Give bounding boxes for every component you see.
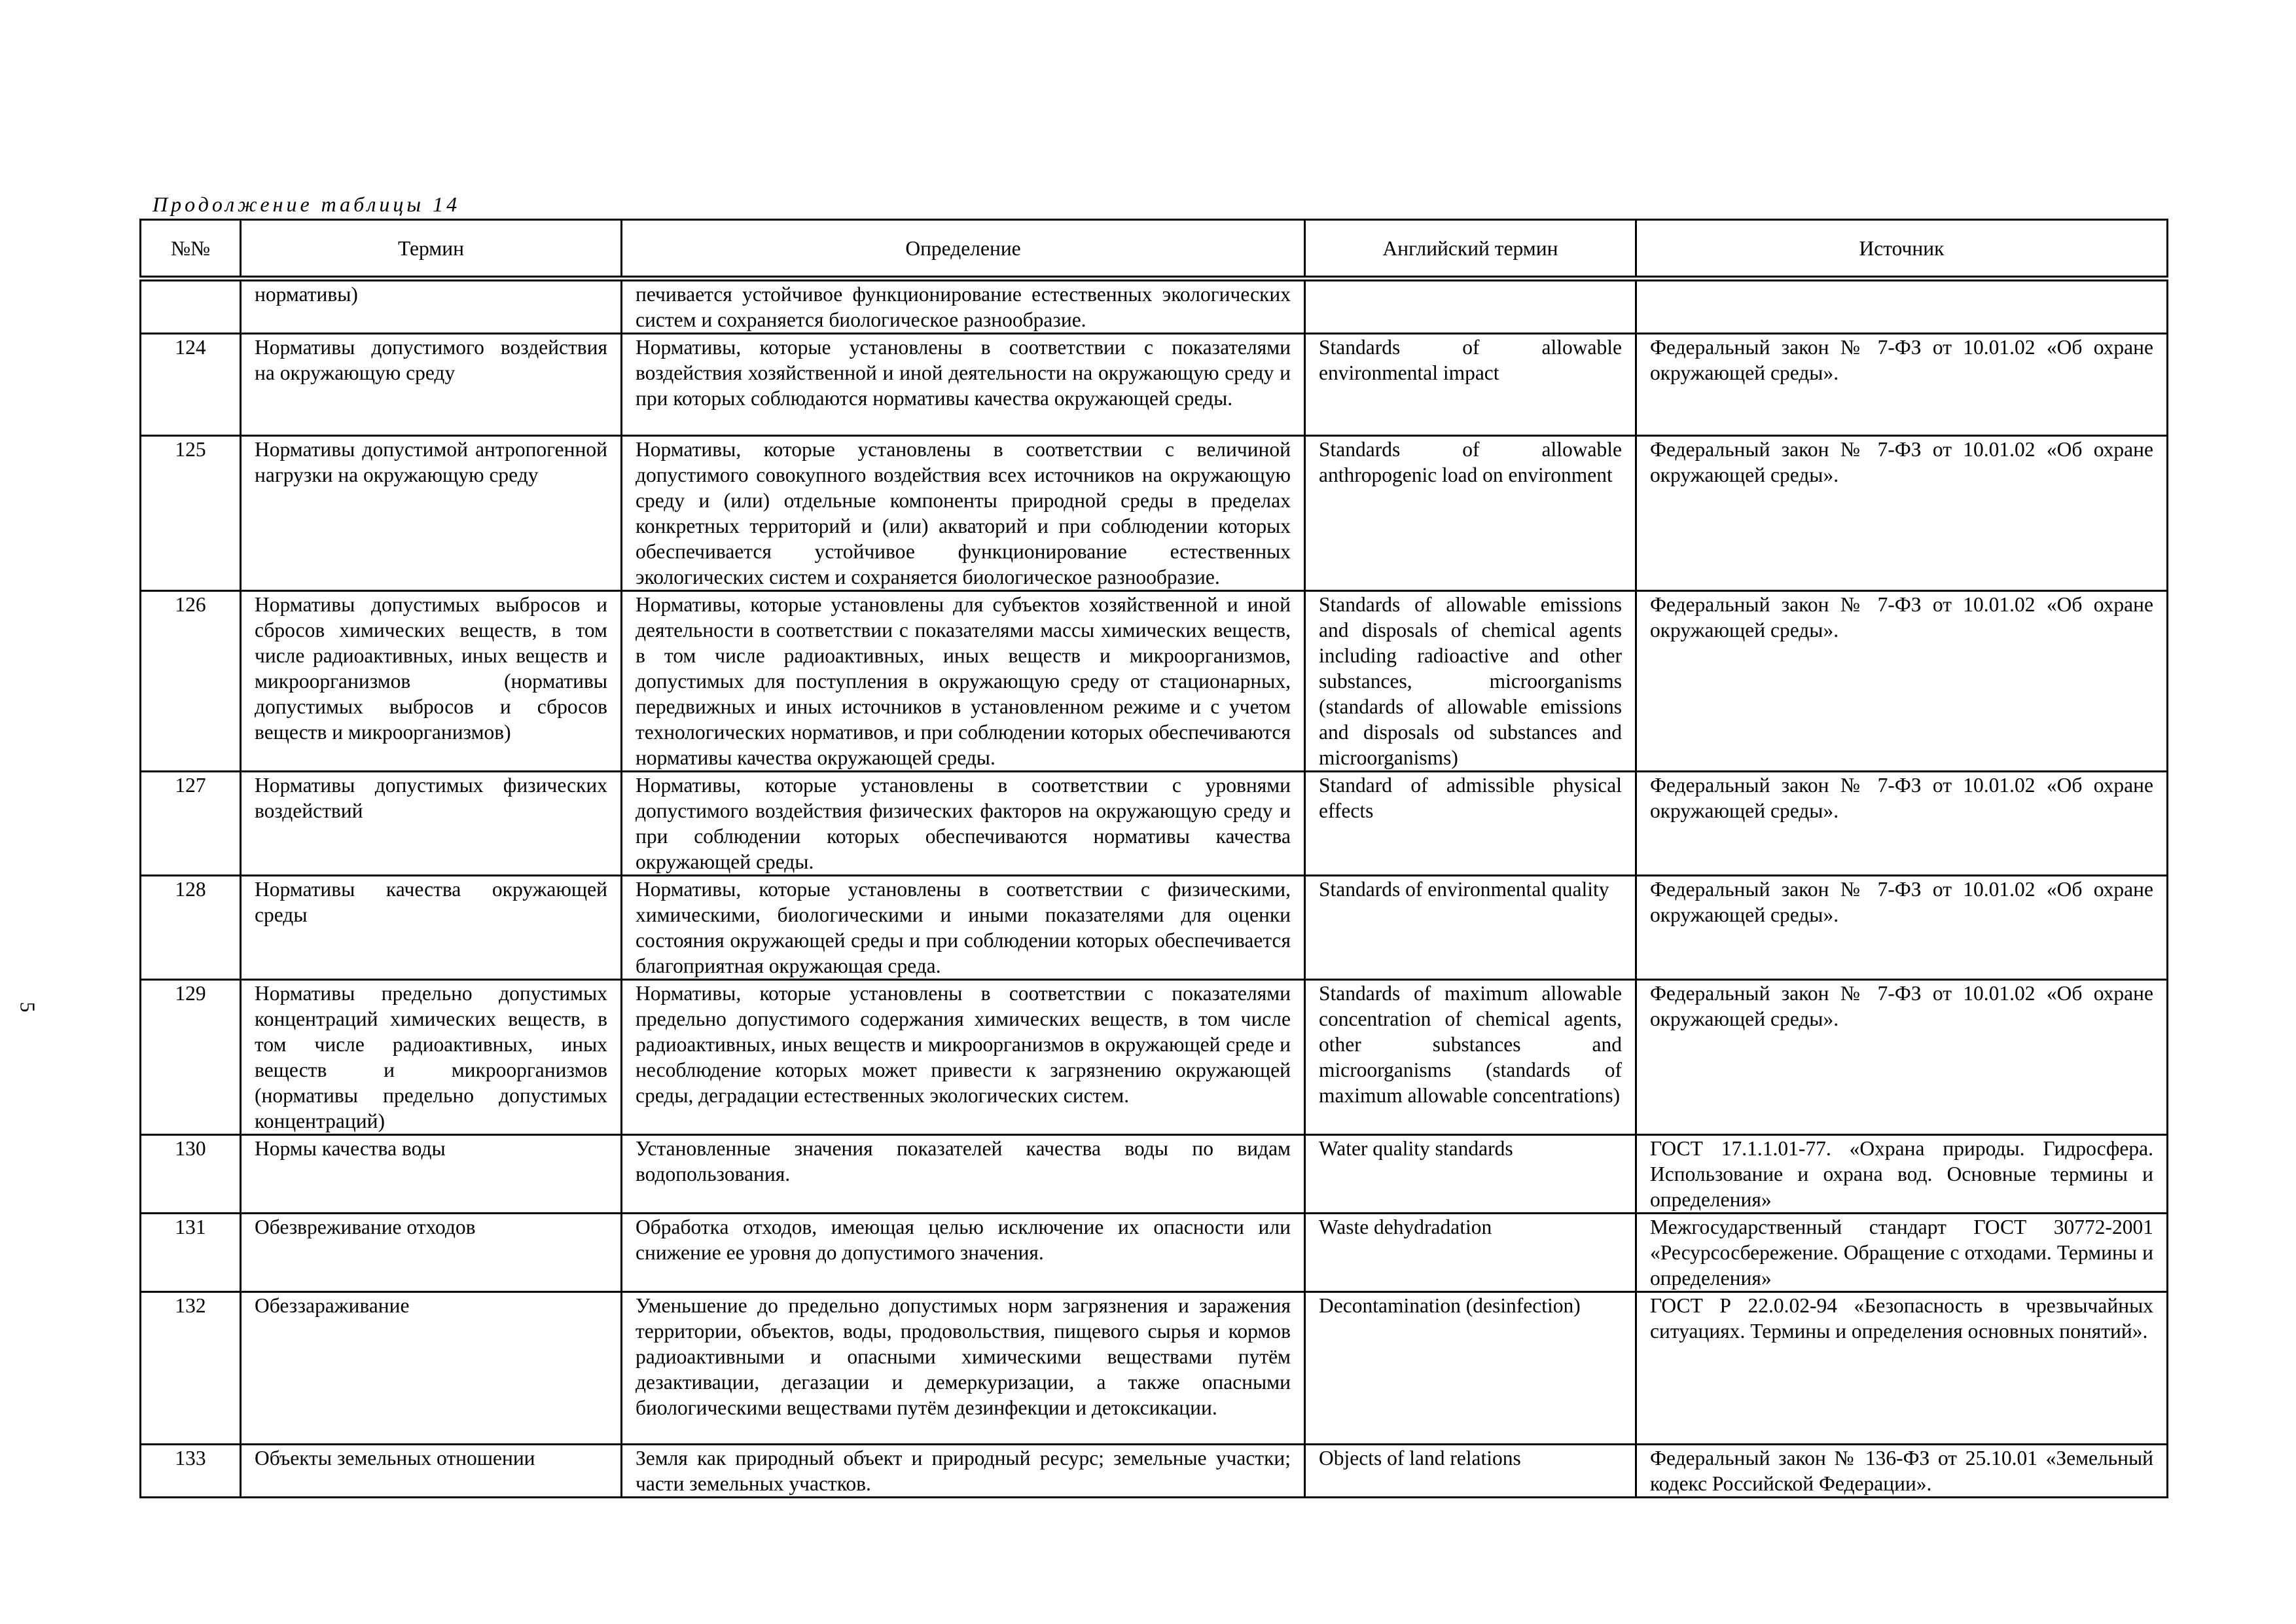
row-definition: Установленные значения показателей качества воды по видам водопользования.: [622, 1135, 1305, 1214]
row-definition: Земля как природный объект и природный ресурс; земельные участки; части земельных участков.: [622, 1445, 1305, 1498]
row-definition: Уменьшение до предельно допустимых норм загрязнения и заражения территории, объектов, воды, продовольствия, пищевого сырья и кормов радиоактивными и опасными химическими веществами путём дезактивации, дегазации и демеркуризации, а также опасными биологическими веществами путём дезинфекции и детоксикации.: [622, 1292, 1305, 1445]
row-number: 126: [141, 591, 241, 772]
row-source: ГОСТ Р 22.0.02-94 «Безопасность в чрезвычайных ситуациях. Термины и определения основных понятий».: [1636, 1292, 2168, 1445]
row-number: 132: [141, 1292, 241, 1445]
row-source: Федеральный закон № 7-ФЗ от 10.01.02 «Об охране окружающей среды».: [1636, 876, 2168, 980]
row-term: Нормы качества воды: [241, 1135, 622, 1214]
table-row: [141, 1214, 2168, 1292]
row-english-term: Standards of environmental quality: [1305, 876, 1636, 980]
table-row: [141, 279, 2168, 334]
table-row: [141, 772, 2168, 876]
terms-table: [139, 219, 2168, 1498]
page-number: 5: [16, 1001, 40, 1013]
row-source: Федеральный закон № 7-ФЗ от 10.01.02 «Об охране окружающей среды».: [1636, 591, 2168, 772]
table-caption: Продолжение таблицы 14: [152, 192, 461, 216]
row-number: 127: [141, 772, 241, 876]
row-term: Нормативы допустимых физических воздействий: [241, 772, 622, 876]
row-number: 128: [141, 876, 241, 980]
row-number: 133: [141, 1445, 241, 1498]
row-term: Нормативы допустимой антропогенной нагрузки на окружающую среду: [241, 436, 622, 591]
row-number: 129: [141, 980, 241, 1135]
row-term: Обезвреживание отходов: [241, 1214, 622, 1292]
row-english-term: Standards of allowable environmental impact: [1305, 334, 1636, 436]
header-term: Термин: [241, 220, 622, 279]
row-term: Обеззараживание: [241, 1292, 622, 1445]
row-number: 124: [141, 334, 241, 436]
table-row: [141, 1135, 2168, 1214]
row-source: Федеральный закон № 7-ФЗ от 10.01.02 «Об охране окружающей среды».: [1636, 334, 2168, 436]
row-definition: Нормативы, которые установлены в соответствии с физическими, химическими, биологическими и иными показателями для оценки состояния окружающей среды и при соблюдении которых обеспечивается благоприятная окружающая среда.: [622, 876, 1305, 980]
row-english-term: Water quality standards: [1305, 1135, 1636, 1214]
row-definition: Нормативы, которые установлены для субъектов хозяйственной и иной деятельности в соответствии с показателями массы химических веществ, в том числе радиоактивных, иных веществ и микроорганизмов, допустимых для поступления в окружающую среду от стационарных, передвижных и иных источников в установленном режиме и с учетом технологических нормативов, и при соблюдении которых обеспечиваются нормативы качества окружающей среды.: [622, 591, 1305, 772]
table-row: [141, 591, 2168, 772]
row-english-term: Standard of admissible physical effects: [1305, 772, 1636, 876]
row-term: Нормативы допустимого воздействия на окружающую среду: [241, 334, 622, 436]
row-source: Федеральный закон № 7-ФЗ от 10.01.02 «Об охране окружающей среды».: [1636, 980, 2168, 1135]
row-english-term: Standards of allowable anthropogenic load on environment: [1305, 436, 1636, 591]
header-number: №№: [141, 220, 241, 279]
row-english-term: Decontamination (desinfection): [1305, 1292, 1636, 1445]
row-definition: Обработка отходов, имеющая целью исключение их опасности или снижение ее уровня до допустимого значения.: [622, 1214, 1305, 1292]
header-english-term: Английский термин: [1305, 220, 1636, 279]
row-definition: Нормативы, которые установлены в соответствии с уровнями допустимого воздействия физических факторов на окружающую среду и при соблюдении которых обеспечиваются нормативы качества окружающей среды.: [622, 772, 1305, 876]
row-number: 125: [141, 436, 241, 591]
row-term: Нормативы предельно допустимых концентраций химических веществ, в том числе радиоактивных, иных веществ и микроорганизмов (нормативы предельно допустимых концентраций): [241, 980, 622, 1135]
row-definition: Нормативы, которые установлены в соответствии с величиной допустимого совокупного воздействия всех источников на окружающую среду и (или) отдельные компоненты природной среды в пределах конкретных территорий и (или) акваторий и при соблюдении которых обеспечивается устойчивое функционирование естественных экологических систем и сохраняется биологическое разнообразие.: [622, 436, 1305, 591]
table-row: [141, 436, 2168, 591]
row-source: [1636, 279, 2168, 334]
row-definition: Нормативы, которые установлены в соответствии с показателями воздействия хозяйственной и иной деятельности на окружающую среду и при которых соблюдаются нормативы качества окружающей среды.: [622, 334, 1305, 436]
table-row: [141, 980, 2168, 1135]
row-english-term: Standards of allowable emissions and disposals of chemical agents including radioactive and other substances, microorganisms (standards of allowable emissions and disposals od substances and microorganisms): [1305, 591, 1636, 772]
row-term: Объекты земельных отношении: [241, 1445, 622, 1498]
header-source: Источник: [1636, 220, 2168, 279]
header-definition: Определение: [622, 220, 1305, 279]
row-english-term: Objects of land relations: [1305, 1445, 1636, 1498]
table-row: [141, 334, 2168, 436]
row-english-term: [1305, 279, 1636, 334]
row-term: Нормативы допустимых выбросов и сбросов химических веществ, в том числе радиоактивных, иных веществ и микроорганизмов (нормативы допустимых выбросов и сбросов веществ и микроорганизмов): [241, 591, 622, 772]
row-number: 130: [141, 1135, 241, 1214]
row-number: [141, 279, 241, 334]
row-number: 131: [141, 1214, 241, 1292]
row-source: Межгосударственный стандарт ГОСТ 30772-2001 «Ресурсосбережение. Обращение с отходами. Термины и определения»: [1636, 1214, 2168, 1292]
table-row: [141, 1445, 2168, 1498]
row-definition: печивается устойчивое функционирование естественных экологических систем и сохраняется биологическое разнообразие.: [622, 279, 1305, 334]
row-english-term: Standards of maximum allowable concentration of chemical agents, other substances and microorganisms (standards of maximum allowable concentrations): [1305, 980, 1636, 1135]
row-english-term: Waste dehydradation: [1305, 1214, 1636, 1292]
table-row: [141, 876, 2168, 980]
row-term: Нормативы качества окружающей среды: [241, 876, 622, 980]
row-source: Федеральный закон № 7-ФЗ от 10.01.02 «Об охране окружающей среды».: [1636, 772, 2168, 876]
row-source: ГОСТ 17.1.1.01-77. «Охрана природы. Гидросфера. Использование и охрана вод. Основные термины и определения»: [1636, 1135, 2168, 1214]
row-term: нормативы): [241, 279, 622, 334]
row-definition: Нормативы, которые установлены в соответствии с показателями предельно допустимого содержания химических веществ, в том числе радиоактивных, иных веществ и микроорганизмов в окружающей среде и несоблюдение которых может привести к загрязнению окружающей среды, деградации естественных экологических систем.: [622, 980, 1305, 1135]
table-header-row: [141, 220, 2168, 279]
row-source: Федеральный закон № 136-ФЗ от 25.10.01 «Земельный кодекс Российской Федерации».: [1636, 1445, 2168, 1498]
row-source: Федеральный закон № 7-ФЗ от 10.01.02 «Об охране окружающей среды».: [1636, 436, 2168, 591]
table-row: [141, 1292, 2168, 1445]
